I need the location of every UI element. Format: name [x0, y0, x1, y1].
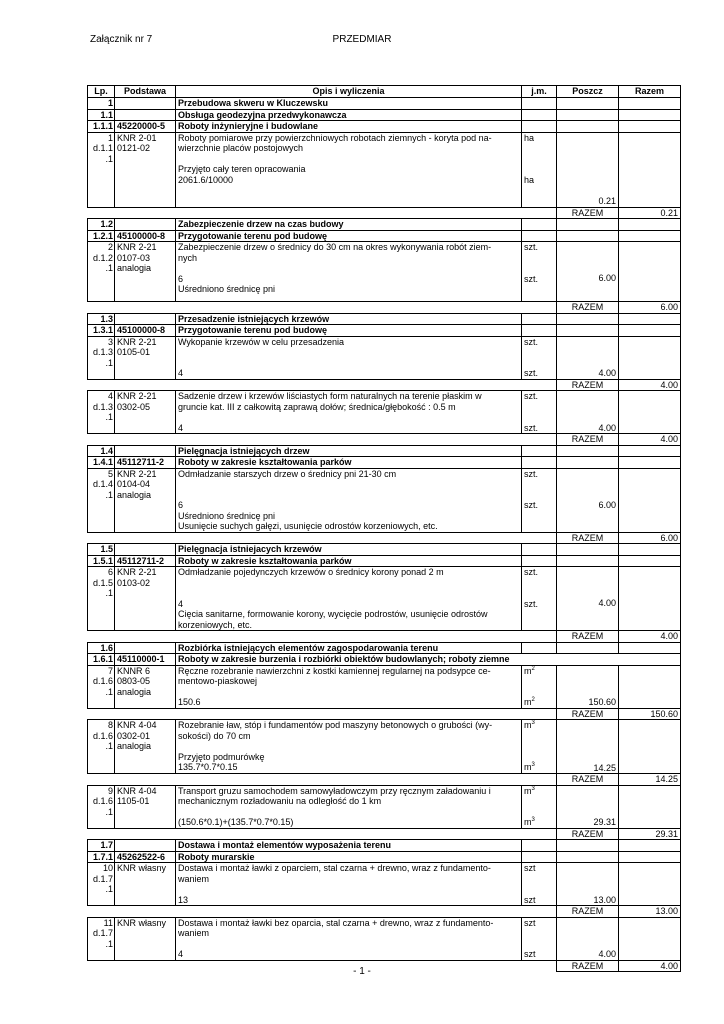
section-row [88, 98, 681, 110]
item-row [88, 785, 681, 828]
subsection-row [88, 230, 681, 242]
total-row [88, 434, 681, 446]
total-row [88, 302, 681, 314]
total-row [88, 631, 681, 643]
col-header-jm: j.m. [522, 86, 557, 98]
item-unit: szt. szt. [522, 391, 557, 434]
section-title: Dostawa i montaż elementów wyposażenia terenu [176, 840, 522, 852]
item-description: Odmładzanie pojedynczych krzewów o średnicy korony ponad 2 m 4 Cięcia sanitarne, formowanie korony, wycięcie podrostów, usunięcie odrostów korzeniowych, etc. [176, 567, 522, 631]
total-row [88, 828, 681, 840]
item-description: Rozebranie ław, stóp i fundamentów pod maszyny betonowych o grubości (wy- sokości) do 70 cm Przyjęto podmurówkę 135.7*0.7*0.15 [176, 720, 522, 774]
item-unit: szt szt [522, 863, 557, 906]
item-number: 3 d.1.3 .1 [88, 336, 115, 379]
item-description: Odmładzanie starszych drzew o średnicy pni 21-30 cm 6 Uśredniono średnicę pni Usunięcie suchych gałęzi, usunięcie odrostów korzeniowych, etc. [176, 468, 522, 532]
col-header-poszcz: Poszcz [557, 86, 619, 98]
section-title: Roboty murarskie [176, 851, 522, 863]
item-number: 4 d.1.3 .1 [88, 391, 115, 434]
item-quantity: 6.00 [557, 242, 619, 302]
section-number: 1.2.1 [88, 230, 115, 242]
item-description: Wykopanie krzewów w celu przesadzenia 4 [176, 336, 522, 379]
item-quantity: 0.21 [557, 132, 619, 207]
item-number: 10 d.1.7 .1 [88, 863, 115, 906]
item-row [88, 917, 681, 960]
item-quantity: 150.60 [557, 665, 619, 708]
item-basis: KNR 2-21 0103-02 [115, 567, 176, 631]
section-number: 1.6.1 [88, 654, 115, 666]
total-value: 0.21 [619, 207, 681, 219]
total-label: RAZEM [557, 906, 619, 918]
section-row [88, 445, 681, 457]
total-row [88, 774, 681, 786]
item-basis: KNR 2-21 0107-03 analogia [115, 242, 176, 302]
item-basis: KNR 2-21 0105-01 [115, 336, 176, 379]
item-quantity: 4.00 [557, 917, 619, 960]
section-row [88, 544, 681, 556]
item-row [88, 567, 681, 631]
table-header-row [88, 86, 681, 98]
total-row [88, 906, 681, 918]
total-label: RAZEM [557, 631, 619, 643]
total-row [88, 379, 681, 391]
item-unit: $m^3$ $m^3$ [522, 785, 557, 828]
total-row [88, 532, 681, 544]
total-value: 6.00 [619, 532, 681, 544]
item-description: Roboty pomiarowe przy powierzchniowych robotach ziemnych - koryta pod na- wierzchnie placów postojowych Przyjęto cały teren opracowania 2061.6/10000 [176, 132, 522, 207]
item-number: 1 d.1.1 .1 [88, 132, 115, 207]
item-basis: KNNR 6 0803-05 analogia [115, 665, 176, 708]
section-title: Roboty w zakresie burzenia i rozbiórki obiektów budowlanych; roboty ziemne [176, 654, 681, 666]
item-unit: $m^2$ $m^2$ [522, 665, 557, 708]
col-header-podstawa: Podstawa [115, 86, 176, 98]
item-unit: szt. szt. [522, 242, 557, 302]
total-value: 150.60 [619, 708, 681, 720]
section-row [88, 642, 681, 654]
section-title: Obsługa geodezyjna przedwykonawcza [176, 109, 522, 121]
cpv-code: 45100000-8 [115, 325, 176, 337]
cpv-code: 45110000-1 [115, 654, 176, 666]
section-number: 1.7 [88, 840, 115, 852]
item-basis: KNR 2-21 0302-05 [115, 391, 176, 434]
subsection-row [88, 851, 681, 863]
section-title: Roboty inżynieryjne i budowlane [176, 121, 522, 133]
section-row [88, 313, 681, 325]
subsection-row [88, 555, 681, 567]
item-number: 5 d.1.4 .1 [88, 468, 115, 532]
section-title: Przygotowanie terenu pod budowę [176, 230, 522, 242]
item-quantity: 14.25 [557, 720, 619, 774]
cpv-code: 45100000-8 [115, 230, 176, 242]
total-label: RAZEM [557, 960, 619, 972]
item-unit: $m^3$ $m^3$ [522, 720, 557, 774]
item-unit: ha ha [522, 132, 557, 207]
item-row [88, 336, 681, 379]
item-quantity: 13.00 [557, 863, 619, 906]
section-number: 1.5 [88, 544, 115, 556]
section-number: 1.7.1 [88, 851, 115, 863]
cpv-code: 45112711-2 [115, 555, 176, 567]
total-value: 14.25 [619, 774, 681, 786]
section-number: 1.4 [88, 445, 115, 457]
item-row [88, 132, 681, 207]
item-quantity: 6.00 [557, 468, 619, 532]
total-value: 4.00 [619, 960, 681, 972]
item-row [88, 863, 681, 906]
subsection-row [88, 121, 681, 133]
total-value: 4.00 [619, 434, 681, 446]
total-label: RAZEM [557, 828, 619, 840]
total-label: RAZEM [557, 302, 619, 314]
col-header-opis: Opis i wyliczenia [176, 86, 522, 98]
total-label: RAZEM [557, 774, 619, 786]
item-quantity: 29.31 [557, 785, 619, 828]
item-quantity: 4.00 [557, 336, 619, 379]
section-row [88, 219, 681, 231]
item-basis: KNR własny [115, 863, 176, 906]
total-value: 4.00 [619, 379, 681, 391]
item-number: 11 d.1.7 .1 [88, 917, 115, 960]
item-number: 9 d.1.6 .1 [88, 785, 115, 828]
section-row [88, 109, 681, 121]
item-basis: KNR 4-04 0302-01 analogia [115, 720, 176, 774]
subsection-row [88, 654, 681, 666]
cpv-code: 45112711-2 [115, 457, 176, 469]
section-number: 1.5.1 [88, 555, 115, 567]
subsection-row [88, 325, 681, 337]
item-number: 8 d.1.6 .1 [88, 720, 115, 774]
item-basis: KNR 4-04 1105-01 [115, 785, 176, 828]
total-value: 29.31 [619, 828, 681, 840]
section-number: 1.1 [88, 109, 115, 121]
item-number: 2 d.1.2 .1 [88, 242, 115, 302]
section-title: Przebudowa skweru w Kluczewsku [176, 98, 522, 110]
total-label: RAZEM [557, 532, 619, 544]
section-title: Pielęgnacja istniejacych krzewów [176, 544, 522, 556]
item-description: Transport gruzu samochodem samowyładowczym przy ręcznym załadowaniu i mechanicznym rozładowaniu na odległość do 1 km (150.6*0.1)+(135.7*0.7*0.15) [176, 785, 522, 828]
section-row [88, 840, 681, 852]
section-number: 1.4.1 [88, 457, 115, 469]
page-number: - 1 - [353, 966, 371, 977]
item-unit: szt. szt. [522, 567, 557, 631]
section-number: 1.2 [88, 219, 115, 231]
col-header-razem: Razem [619, 86, 681, 98]
cpv-code: 45220000-5 [115, 121, 176, 133]
item-unit: szt. szt. [522, 336, 557, 379]
section-number: 1.3.1 [88, 325, 115, 337]
section-number: 1.6 [88, 642, 115, 654]
item-row [88, 665, 681, 708]
total-value: 4.00 [619, 631, 681, 643]
item-row [88, 242, 681, 302]
subsection-row [88, 457, 681, 469]
section-title: Roboty w zakresie kształtowania parków [176, 555, 522, 567]
item-basis: KNR 2-01 0121-02 [115, 132, 176, 207]
item-basis: KNR własny [115, 917, 176, 960]
item-number: 7 d.1.6 .1 [88, 665, 115, 708]
total-value: 13.00 [619, 906, 681, 918]
total-label: RAZEM [557, 708, 619, 720]
section-number: 1.3 [88, 313, 115, 325]
item-description: Sadzenie drzew i krzewów liściastych form naturalnych na terenie płaskim w gruncie kat. III z całkowitą zaprawą dołów; średnica/głębokość : 0.5 m 4 [176, 391, 522, 434]
item-basis: KNR 2-21 0104-04 analogia [115, 468, 176, 532]
item-quantity: 4.00 [557, 391, 619, 434]
section-title: Przesadzenie istniejących krzewów [176, 313, 522, 325]
col-header-lp: Lp. [88, 86, 115, 98]
total-value: 6.00 [619, 302, 681, 314]
attachment-label: Załącznik nr 7 [90, 34, 153, 45]
cpv-code: 45262522-6 [115, 851, 176, 863]
item-row [88, 720, 681, 774]
section-number: 1.1.1 [88, 121, 115, 133]
section-number: 1 [88, 98, 115, 110]
section-title: Zabezpieczenie drzew na czas budowy [176, 219, 522, 231]
item-quantity: 4.00 [557, 567, 619, 631]
section-title: Pielęgnacja istniejących drzew [176, 445, 522, 457]
document-title: PRZEDMIAR [332, 34, 392, 45]
item-description: Dostawa i montaż ławki z oparciem, stal czarna + drewno, wraz z fundamento- waniem 13 [176, 863, 522, 906]
estimate-table [87, 85, 681, 972]
item-description: Ręczne rozebranie nawierzchni z kostki kamiennej regularnej na podsypce ce- mentowo-piaskowej 150.6 [176, 665, 522, 708]
total-label: RAZEM [557, 434, 619, 446]
total-label: RAZEM [557, 207, 619, 219]
item-unit: szt. szt. [522, 468, 557, 532]
total-label: RAZEM [557, 379, 619, 391]
item-row [88, 468, 681, 532]
item-number: 6 d.1.5 .1 [88, 567, 115, 631]
section-title: Przygotowanie terenu pod budowę [176, 325, 522, 337]
total-row [88, 708, 681, 720]
section-title: Rozbiórka istniejących elementów zagospodarowania terenu [176, 642, 522, 654]
total-row [88, 207, 681, 219]
section-title: Roboty w zakresie kształtowania parków [176, 457, 522, 469]
item-row [88, 391, 681, 434]
item-description: Zabezpieczenie drzew o średnicy do 30 cm na okres wykonywania robót ziem- nych 6 Uśredniono średnicę pni [176, 242, 522, 302]
item-description: Dostawa i montaż ławki bez oparcia, stal czarna + drewno, wraz z fundamento- waniem 4 [176, 917, 522, 960]
item-unit: szt szt [522, 917, 557, 960]
